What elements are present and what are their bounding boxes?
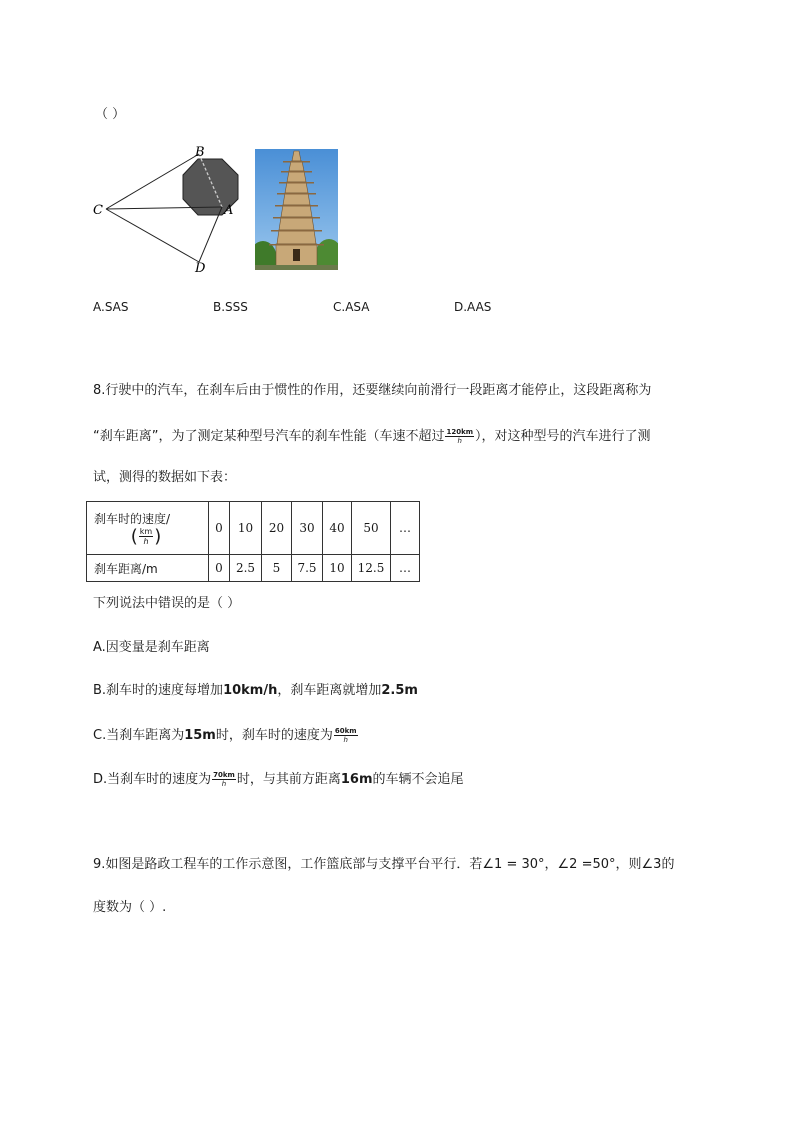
- table-cell: 20: [262, 502, 292, 555]
- q8-line2-post: ），对这种型号的汽车进行了测: [475, 429, 651, 444]
- table-cell: 30: [292, 502, 323, 555]
- q8-option-a: A.因变量是刹车距离: [93, 640, 210, 655]
- q9-line2: 度数为（ ）.: [93, 900, 167, 915]
- q8-line3: 试，测得的数据如下表：: [93, 470, 237, 485]
- q8-line2: [93, 428, 651, 445]
- table-cell: 50: [352, 502, 391, 555]
- geometry-figure: [88, 140, 248, 275]
- table-cell: …: [391, 502, 420, 555]
- table-row-speed: [87, 502, 420, 555]
- speed-limit-fraction: $\frac{120km}{h}$: [446, 428, 474, 445]
- option-a: A.SAS: [93, 300, 129, 314]
- label-a: A: [224, 203, 234, 218]
- q9-line1: 9.如图是路政工程车的工作示意图，工作篮底部与支撑平台平行．若∠1 = 30°，∠2 =50°，则∠3的: [93, 857, 675, 872]
- table-cell: 10: [323, 555, 352, 582]
- table-cell: 2.5: [230, 555, 262, 582]
- table-cell: …: [391, 555, 420, 582]
- table-cell: 5: [262, 555, 292, 582]
- label-b: B: [195, 145, 205, 160]
- label-c: C: [93, 203, 103, 218]
- q8-line2-pre: “刹车距离”，为了测定某种型号汽车的刹车性能（车速不超过: [93, 429, 445, 444]
- q8-option-d: D.当刹车时的速度为 $\frac{70km}{h}$ 时，与其前方距离16m的车辆不会追尾: [93, 771, 464, 788]
- q8-option-c: C.当刹车距离为15m时，刹车时的速度为 $\frac{60km}{h}$: [93, 727, 357, 744]
- table-cell: 12.5: [352, 555, 391, 582]
- row-header-speed: 刹车时的速度/ ( $\frac{km}{h}$ ): [87, 502, 209, 555]
- speed-fraction-c: $\frac{60km}{h}$: [334, 727, 357, 744]
- option-d: D.AAS: [454, 300, 492, 314]
- label-d: D: [195, 261, 206, 275]
- table-cell: 0: [209, 502, 230, 555]
- speed-unit-fraction: ( $\frac{km}{h}$ ): [130, 525, 162, 547]
- option-b: B.SSS: [213, 300, 248, 314]
- q8-line1: 8.行驶中的汽车，在刹车后由于惯性的作用，还要继续向前滑行一段距离才能停止，这段距离称为: [93, 383, 652, 398]
- speed-fraction-d: $\frac{70km}{h}$: [213, 771, 235, 788]
- table-cell: 10: [230, 502, 262, 555]
- table-row-distance: [87, 555, 420, 582]
- braking-data-table: [86, 501, 420, 582]
- answer-parenthesis: （ ）: [95, 107, 126, 122]
- segment-cd: [106, 209, 199, 262]
- table-cell: 7.5: [292, 555, 323, 582]
- q8-option-b: B.刹车时的速度每增加10km/h，刹车距离就增加2.5m: [93, 683, 418, 698]
- q8-question: 下列说法中错误的是（ ）: [93, 596, 241, 611]
- row-header-distance: 刹车距离/m: [87, 555, 209, 582]
- pagoda-photo: [255, 149, 338, 270]
- option-c: C.ASA: [333, 300, 370, 314]
- table-cell: 40: [323, 502, 352, 555]
- table-cell: 0: [209, 555, 230, 582]
